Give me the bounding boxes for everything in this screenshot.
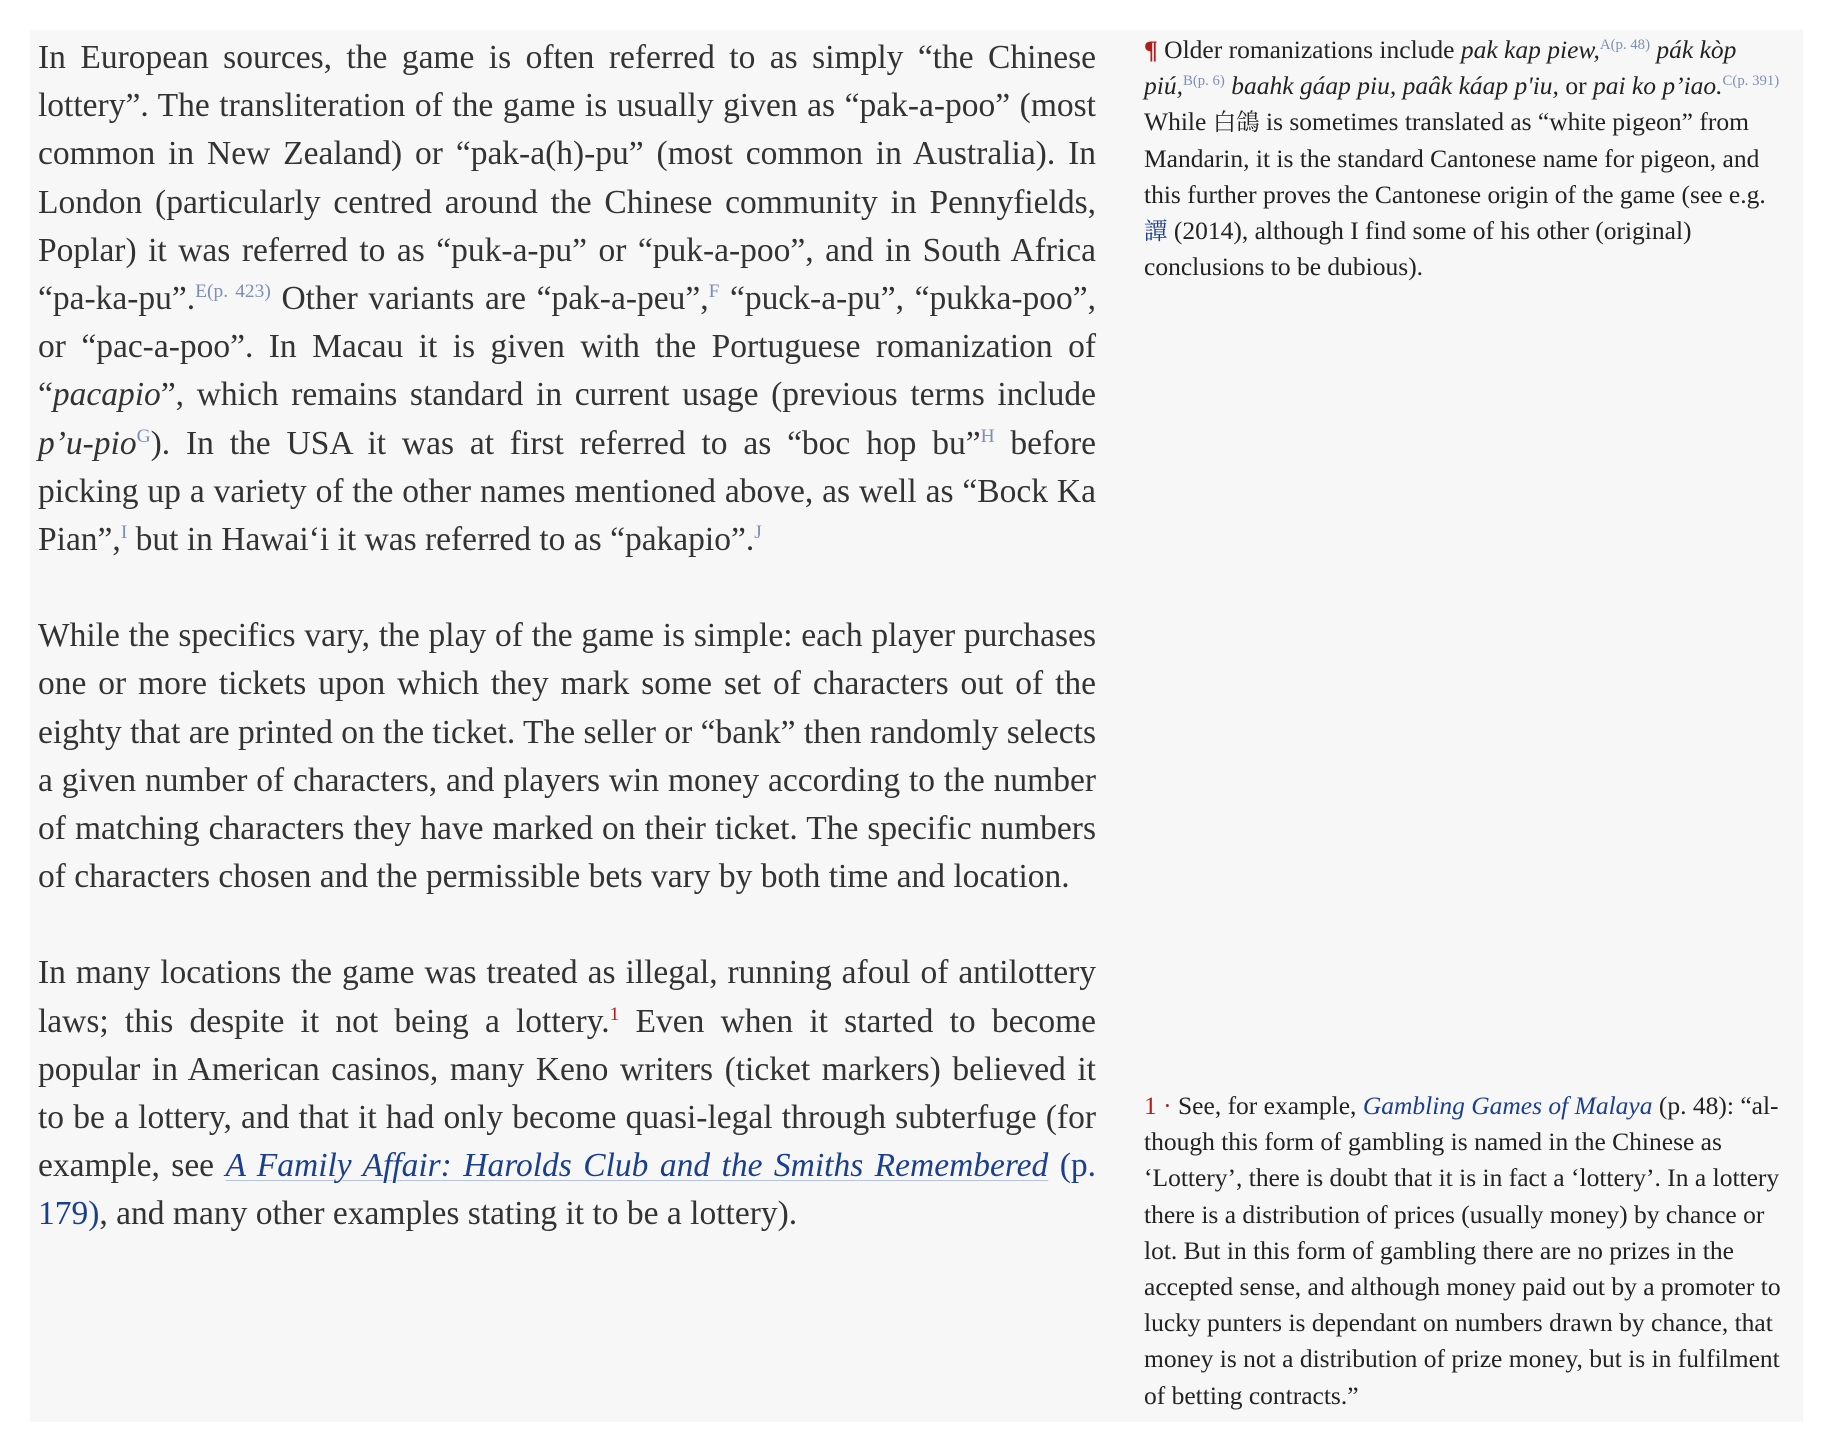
book-link-gambling-games[interactable]: Gambling Games of Malaya (1362, 1091, 1653, 1120)
main-column (38, 34, 1096, 1239)
text: In European sources, the game is often referred to as simply “the Chinese lottery”. The transliteration of the game is usually given as “pak-a-poo” (most common in New Zealand) or “pak-a(h)-pu” (most common in Australia). In London (particularly centred around the Chinese community in Pennyfields, Poplar) it was referred to as “puk-a-pu” or “puk-a-poo”, and in South Africa “pa-ka-pu”. (38, 39, 1096, 318)
reference-marker-e[interactable] (195, 281, 271, 302)
pilcrow-icon[interactable]: ¶ (1144, 35, 1158, 64)
reference-marker-g[interactable]: G (136, 425, 151, 447)
text: (2014), although I find some of his other (original) conclusions to be dubious). (1144, 216, 1692, 282)
reference-letter[interactable]: E (195, 280, 208, 302)
reference-page[interactable]: (p. 48) (1610, 36, 1650, 53)
text: (p. 48): “although this form of gambling is named in the Chinese as ‘Lottery’, there is doubt that it is in fact a ‘lottery’. In a lottery there is a distribution of prices (usually money) by chance or lot. But in this form of gambling there are no prizes in the accepted sense, and although money paid out by a promoter to lucky punters is dependant on numbers drawn by chance, that money is not a distribution of prize money, but is in fulfilment of betting contracts.” (1144, 1091, 1781, 1410)
reference-page[interactable]: (p. 391) (1732, 73, 1780, 90)
reference-marker-f[interactable]: F (708, 280, 720, 302)
reference-page[interactable]: (p. 6) (1192, 73, 1225, 90)
sidenote-romanizations (1144, 32, 1794, 285)
footnote-marker-1[interactable]: 1 (609, 1003, 620, 1025)
text: ). In the USA it was at first referred to as “boc hop bu” (150, 424, 981, 462)
reference-marker-h[interactable]: H (980, 425, 995, 447)
romanization: baahk gáap piu, paâk káap p'iu, (1224, 71, 1559, 101)
author-link[interactable]: 譚 (1144, 217, 1168, 246)
reference-marker-c[interactable] (1723, 73, 1780, 89)
footnote-number[interactable]: 1 (1144, 1091, 1157, 1120)
page-link-179[interactable]: (p. 179) (38, 1147, 1097, 1233)
page (30, 30, 1803, 1422)
reference-marker-i[interactable]: I (120, 522, 128, 543)
text: , and many other examples stating it to be a lottery). (99, 1195, 798, 1233)
reference-letter[interactable]: A (1599, 36, 1611, 53)
book-link-family-affair[interactable]: A Family Affair: Harolds Club and the Smiths Remembered (225, 1147, 1049, 1185)
text: Other variants are “pak-a-peu”, (270, 280, 709, 318)
paragraph-names (38, 34, 1096, 564)
text: before picking up a variety of the other names mentioned above, as well as “Bock Ka Pian”, (38, 424, 1096, 559)
reference-marker-b[interactable] (1183, 73, 1225, 89)
chinese-term: 白鴿 (1212, 108, 1260, 137)
text: Older romanizations include (1157, 35, 1461, 64)
text: but in Hawaiʻi it was referred to as “pakapio”. (127, 521, 755, 559)
text: In many locations the game was treated as illegal, running afoul of antilottery laws; this despite it not being a lottery. (38, 954, 1096, 1040)
reference-page[interactable]: (p. 423) (207, 280, 271, 302)
term-pupio: p’u-pio (38, 424, 137, 462)
text: See, for example, (1178, 1091, 1363, 1120)
reference-letter[interactable]: B (1182, 73, 1193, 90)
paragraph-legality (38, 949, 1096, 1238)
romanization: pák kòp piú, (1144, 35, 1737, 101)
text: Even when it started to become popular in American casinos, many Keno writers (ticket markers) believed it to be a lottery, and that it had only become quasi-legal through subterfuge (for example, see (38, 1002, 1096, 1185)
reference-marker-a[interactable] (1600, 37, 1650, 53)
paragraph-gameplay: While the specifics vary, the play of the game is simple: each player purchases one or more tickets upon which they mark some set of characters out of the eighty that are printed on the ticket. The seller or “bank” then randomly selects a given number of characters, and players win money according to the number of matching characters they have marked on their ticket. The specific numbers of characters chosen and the permissible bets vary by both time and location. (38, 617, 1096, 896)
reference-marker-j[interactable]: J (754, 522, 762, 543)
romanization: pak kap piew, (1460, 35, 1600, 64)
text: or (1558, 71, 1593, 101)
term-pacapio: pacapio (52, 376, 161, 414)
text: is sometimes translated as “white pigeon” from Mandarin, it is the standard Cantonese name for pigeon, and this further proves the Cantonese origin of the game (see e.g. (1144, 107, 1766, 209)
reference-letter[interactable]: C (1722, 73, 1733, 90)
sidenote-footnote-1 (1144, 1088, 1794, 1414)
text: ”, which remains standard in current usage (previous terms include (160, 376, 1096, 414)
text: “puck-a-pu”, “pukka-poo”, or “pac-a-poo”. In Macau it is given with the Portuguese romanization of “ (38, 280, 1096, 414)
footnote-separator: · (1156, 1091, 1178, 1120)
text: While (1144, 107, 1213, 137)
romanization: pai ko p’iao. (1592, 71, 1723, 101)
